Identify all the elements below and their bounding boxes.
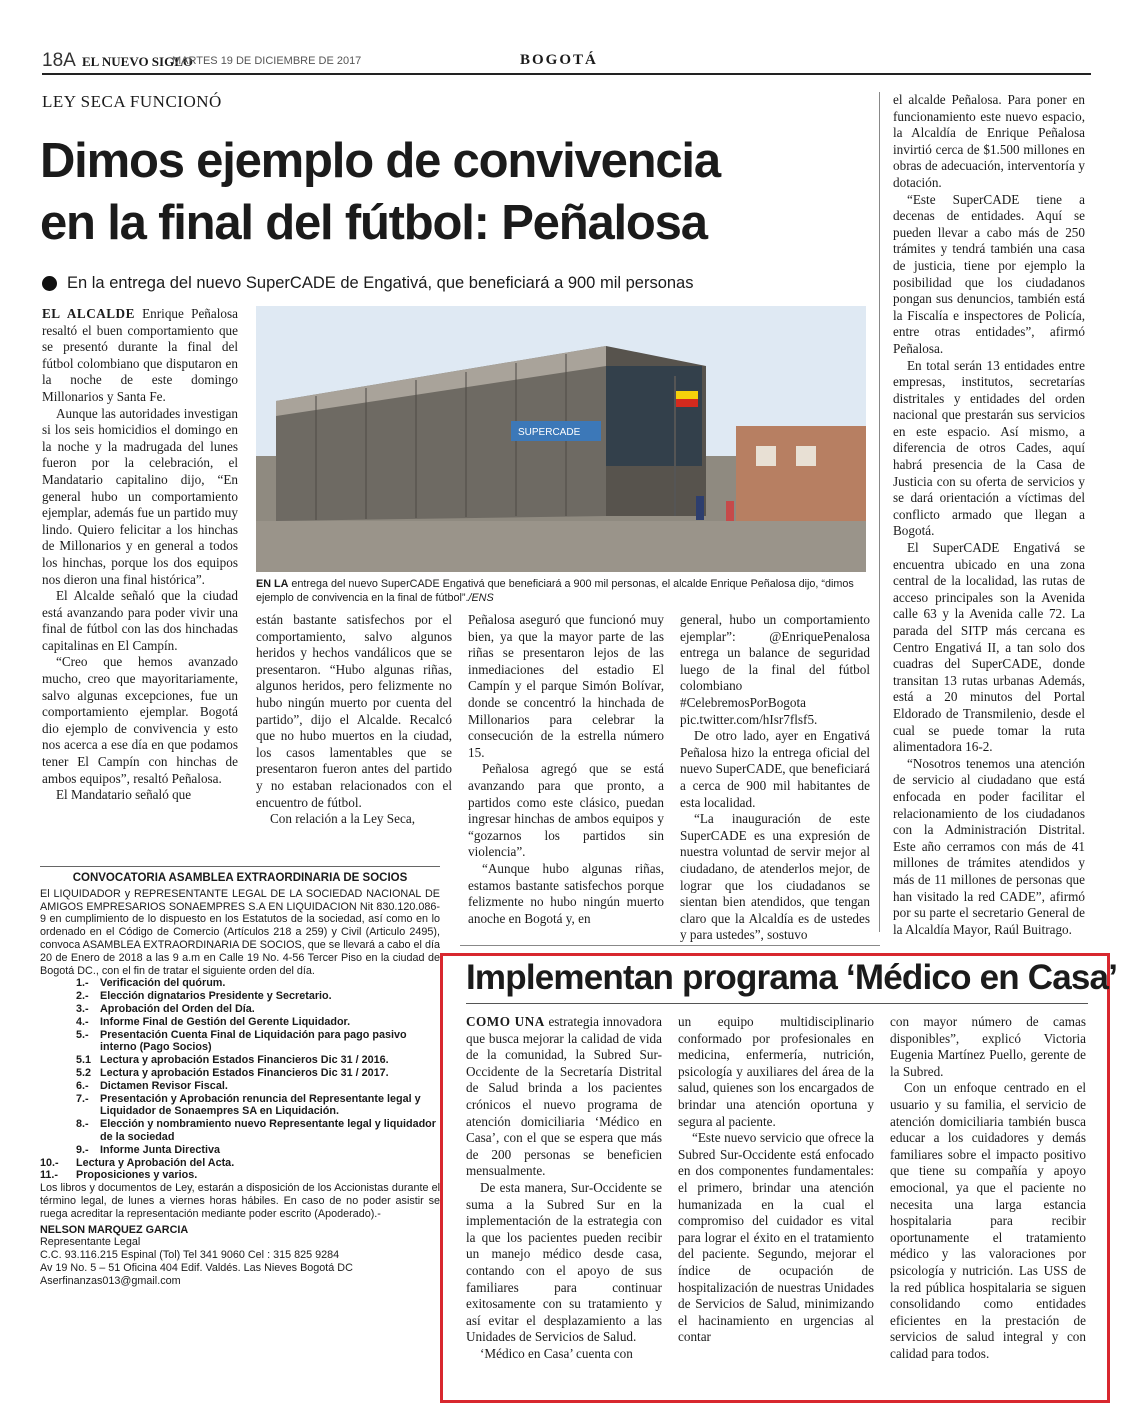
issue-date: MARTES 19 DE DICIEMBRE DE 2017	[172, 55, 362, 67]
building-sign: SUPERCADE	[518, 427, 581, 438]
headline-line-2: en la final del fútbol: Peñalosa	[40, 196, 707, 250]
column-divider	[879, 92, 880, 932]
notice-intro: El LIQUIDADOR y REPRESENTANTE LEGAL DE LA SOCIEDAD NACIONAL DE AMIGOS EMPRESARIOS SONAEMPRES S.A EN LIQUIDACION Nit 830.120.086-9 en cumplimiento de lo dispuesto en los Estatutos de la sociedad, así como en lo ordenado en el Código de Comercio (Artículos 218 a 259) y Civil (Articulo 2495), convoca ASAMBLEA EXTRAORDINARIA DE SOCIOS, que se llevará a cabo el día 20 de Enero de 2018 a las 9 a.m en Calle 19 No. 4-56 Tercer Piso en la ciudad de Bogotá DC., con el fin de tratar el siguiente orden del día.	[40, 887, 440, 977]
paragraph: Aunque las autoridades investigan si los seis homicidios el domingo en la noche y la madrugada del lunes fueron por la celebración, el Mandatario capitalino dijo, “En general hubo un comportamiento ejemplar, además fue un partido muy lindo. Quiero felicitar a los hinchas de Millonarios y en general a todos los hinchas, porque los dos equipos nos dieron una final histórica”.	[42, 405, 238, 587]
paragraph: EL ALCALDE Enrique Peñalosa resaltó el buen comportamiento que se presentó durante la final del fútbol colombiano que disputaron en la noche de este domingo Millonarios y Santa Fe.	[42, 306, 238, 404]
agenda-item-number: 3.-	[76, 1002, 89, 1015]
agenda-item	[40, 1067, 440, 1080]
paragraph: “Este SuperCADE tiene a decenas de entidades. Aquí se pueden llevar a cabo más de 250 trámites y tendrá también una casa de justicia, tiene por ejemplo la posibilidad que los ciudadanos pongan sus denuncios, también está la Fiscalía e inspectores de Policía, entre otras entidades”, afirmó Peñalosa.	[893, 191, 1085, 356]
agenda-item	[40, 977, 440, 990]
agenda-item-number: 5.2	[76, 1066, 92, 1079]
article-subhead	[42, 274, 693, 293]
supercade-photo	[256, 306, 866, 572]
paragraph: Con relación a la Ley Seca,	[270, 811, 415, 827]
main-article-column-2	[256, 612, 452, 828]
main-article-column-4	[680, 612, 870, 944]
paragraph: “Creo que hemos avanzado mucho, creo que mayoritariamente, salvo algunas excepciones, fue un comportamiento ejemplar. Bogotá dio ejemplo de convivencia y esto nos acerca a ese día en que podamos tener El Campín con hinchas de ambos equipos”, resaltó Peñalosa.	[42, 654, 238, 786]
headline-line-1: Dimos ejemplo de convivencia	[40, 134, 720, 188]
article-kicker: LEY SECA FUNCIONÓ	[42, 92, 222, 111]
agenda-item	[40, 990, 440, 1003]
agenda-item	[40, 1157, 440, 1170]
agenda-item-text: Lectura y aprobación Estados Financieros Dic 31 / 2016.	[100, 1054, 389, 1067]
paragraph: COMO UNA estrategia innovadora que busca mejorar la calidad de vida de la comunidad, la Subred Sur-Occidente de la Secretaría Distrital de Salud brinda a los pacientes crónicos el nuevo programa de atención domiciliaria ‘Médico en Casa’, con el que se espera que más de 200 personas se beneficien mensualmente.	[466, 1014, 662, 1179]
second-article-column-2	[678, 1014, 874, 1346]
paragraph: general, hubo un comportamiento ejemplar”: @EnriquePenalosa entrega un balance de seguridad luego de la final del fútbol colombiano #CelebremosPorBogota pic.twitter.com/hIsr7flsf5.	[680, 612, 870, 727]
section-divider	[460, 945, 880, 946]
agenda-item-text: Proposiciones y varios.	[76, 1169, 198, 1182]
agenda-item	[40, 1029, 440, 1055]
notice-signer: NELSON MARQUEZ GARCIA	[40, 1223, 189, 1236]
agenda-item-text: Presentación y Aprobación renuncia del Representante legal y Liquidador de Sonaempres SA en Liquidación.	[100, 1092, 421, 1118]
notice-role: Representante Legal	[40, 1236, 141, 1249]
agenda-item-number: 8.-	[76, 1118, 89, 1131]
agenda-item-text: Informe Junta Directiva	[100, 1143, 220, 1156]
paragraph: El Mandatario señaló que	[56, 787, 192, 803]
paragraph: con mayor número de camas disponibles”, explicó Victoria Eugenia Martínez Puello, gerente de la Subred.	[890, 1014, 1086, 1079]
agenda-item-text: Informe Final de Gestión del Gerente Liquidador.	[100, 1015, 351, 1028]
caption-lead: EN LA	[256, 578, 289, 590]
agenda-item	[40, 1054, 440, 1067]
paragraph: “Aunque hubo algunas riñas, estamos bastante satisfechos porque felizmente no hubo ningún muerto anoche en Bogotá y, en	[468, 860, 664, 926]
notice-contact-1: C.C. 93.116.215 Espinal (Tol) Tel 341 9060 Cel : 315 825 9284	[40, 1249, 340, 1262]
caption-credit: /ENS	[468, 591, 494, 604]
agenda-item	[40, 1093, 440, 1119]
paragraph: están bastante satisfechos por el comportamiento, salvo algunos heridos y hechos vandálicos que se presentaron. “Hubo algunas riñas, algunos heridos, pero felizmente no hubo ningún muerto por cuenta del partido”, dijo el Alcalde. Recalcó que no hubo muertos en la ciudad, los casos lamentables que se presentaron fueron antes del partido y no estaban relacionados con el encuentro de fútbol.	[256, 612, 452, 810]
lead-in: EL ALCALDE	[42, 306, 135, 321]
second-article-headline: Implementan programa ‘Médico en Casa’	[466, 958, 1118, 997]
paragraph: “La inauguración de este SuperCADE es una expresión de nuestra voluntad de servir mejor al ciudadano, de atenderlos mejor, de lograr que los ciudadanos se sientan bien atendidos, que tengan claro que la Alcaldía es de ustedes y para ustedes”, sostuvo	[680, 811, 870, 943]
paragraph: “Nosotros tenemos una atención de servicio al ciudadano que está enfocada en poder facilitar el relacionamiento de los ciudadanos con la Administración Distrital. Este año cerramos con más de 41 millones de trámites atendidos y más de 11 millones de personas que han visitado la red CADE”, afirmó por su parte el secretario General de la Alcaldía Mayor, Raúl Buitrago.	[893, 755, 1085, 937]
agenda-item	[40, 1016, 440, 1029]
paragraph: De otro lado, ayer en Engativá Peñalosa hizo la entrega oficial del nuevo SuperCADE, que beneficiará a cerca de 900 mil habitantes de esta localidad.	[680, 728, 870, 810]
paragraph: De esta manera, Sur-Occidente se suma a la Subred Sur en la implementación de la estrategia con la que los pacientes pueden recibir un manejo médico desde casa, contando con el apoyo de sus familiares para continuar exitosamente con su tratamiento y así evitar el desplazamiento a las Unidades de Servicios de Salud.	[466, 1179, 662, 1345]
agenda-item-text: Elección y nombramiento nuevo Representante legal y liquidador de la sociedad	[100, 1118, 436, 1143]
agenda-item-number: 6.-	[76, 1079, 89, 1092]
page-number: 18A	[42, 50, 76, 71]
paragraph: Peñalosa agregó que se está avanzando para que pronto, a partidos como este clásico, puedan ingresar hinchas de ambos equipos y “gozarnos los partidos sin violencia”.	[468, 761, 664, 860]
agenda-item-text: Elección dignatarios Presidente y Secretario.	[100, 990, 332, 1003]
paragraph: “Este nuevo servicio que ofrece la Subred Sur-Occidente está enfocado en dos componentes fundamentales: el primero, brindar una atención humanizada en la cual el compromiso del cuidador es vital para lograr el éxito en el tratamiento del paciente. Segundo, mejorar el índice de ocupación de hospitalización de nuestras Unidades de Servicios de Salud, minimizando el hacinamiento en urgencias al contar	[678, 1130, 874, 1345]
agenda-item	[40, 1080, 440, 1093]
agenda-item-number: 9.-	[76, 1143, 89, 1156]
header-divider	[42, 73, 1091, 75]
paragraph: ‘Médico en Casa’ cuenta con	[480, 1345, 633, 1361]
paragraph: un equipo multidisciplinario conformado por profesionales en medicina, enfermería, nutrición, psicología y auxiliares del área de la salud, quienes son los encargados de brindar una atención oportuna y segura al paciente.	[678, 1014, 874, 1129]
second-article-column-1	[466, 1014, 662, 1362]
caption-text: entrega del nuevo SuperCADE Engativá que beneficiará a 900 mil personas, el alcalde Enrique Peñalosa dijo, “dimos ejemplo de convivencia en la final de fútbol”.	[256, 578, 854, 604]
building-illustration	[256, 306, 866, 572]
lead-in: COMO UNA	[466, 1014, 545, 1029]
assembly-notice	[40, 866, 440, 1288]
agenda-item	[40, 1144, 440, 1157]
agenda-item	[40, 1003, 440, 1016]
main-article-column-1	[42, 306, 238, 804]
agenda-item-number: 5.-	[76, 1028, 89, 1041]
notice-agenda	[40, 977, 440, 1182]
second-article-divider	[466, 1003, 1088, 1004]
agenda-item-text: Lectura y aprobación Estados Financieros Dic 31 / 2017.	[100, 1066, 389, 1079]
article-headline	[40, 130, 870, 254]
agenda-item-number: 1.-	[76, 977, 89, 990]
agenda-item-number: 10.-	[40, 1156, 59, 1169]
paragraph: el alcalde Peñalosa. Para poner en funcionamiento este nuevo espacio, la Alcaldía de Enrique Peñalosa invirtió cerca de $1.500 millones en obras de adecuación, interventoría y dotación.	[893, 92, 1085, 190]
agenda-item-text: Dictamen Revisor Fiscal.	[100, 1079, 228, 1092]
bullet-icon	[42, 276, 57, 291]
agenda-item-text: Aprobación del Orden del Día.	[100, 1002, 255, 1015]
photo-caption	[256, 578, 868, 605]
main-article-column-3	[468, 612, 664, 927]
section-name: BOGOTÁ	[520, 52, 598, 68]
agenda-item-number: 5.1	[76, 1054, 92, 1067]
agenda-item-number: 2.-	[76, 990, 89, 1003]
agenda-item-text: Lectura y Aprobación del Acta.	[76, 1156, 235, 1169]
second-article-column-3	[890, 1014, 1086, 1362]
paragraph: Con un enfoque centrado en el usuario y su familia, el servicio de atención domiciliaria también busca educar a los cuidadores y demás familiares sobre el impacto positivo que tiene su compañía y apoyo emocional, ya que el paciente no necesita una larga estancia hospitalaria para recibir oportunamente el tratamiento médico y las valoraciones por psicología y nutrición. Las USS de la red pública hospitalaria se siguen consolidando como entidades eficientes en la prestación de servicios de salud integral y con calidad para todos.	[890, 1080, 1086, 1361]
main-article-column-5	[893, 92, 1085, 938]
notice-closing: Los libros y documentos de Ley, estarán a disposición de los Accionistas durante el término legal, de lunes a viernes horas hábiles. En caso de no poder asistir se ruega acreditar la representación mediante poder escrito (Apoderado).-	[40, 1182, 440, 1220]
agenda-item	[40, 1169, 440, 1182]
notice-email: Aserfinanzas013@gmail.com	[40, 1274, 181, 1287]
paragraph: El SuperCADE Engativá se encuentra ubicado en una zona central de la localidad, las rutas de acceso principales son la Avenida calle 63 y la Avenida calle 72. La parada del SITP más cercana es Centro Engativá II, a tan solo dos cuadras del SuperCADE, donde transitan 13 rutas urbanas Además, está a 20 minutos del Portal Eldorado de Transmilenio, desde el cual se puede tomar la ruta alimentadora 16-2.	[893, 540, 1085, 755]
agenda-item-text: Presentación Cuenta Final de Liquidación para pago pasivo interno (Pago Socios)	[100, 1028, 407, 1054]
agenda-item-number: 4.-	[76, 1015, 89, 1028]
paragraph: El Alcalde señaló que la ciudad está avanzando para poder vivir una final de fútbol con las dos hinchadas capitalinas en El Campín.	[42, 588, 238, 653]
agenda-item	[40, 1118, 440, 1144]
newspaper-name: EL NUEVO SIGLO	[82, 54, 193, 69]
notice-contact-2: Av 19 No. 5 – 51 Oficina 404 Edif. Valdés. Las Nieves Bogotá DC	[40, 1261, 353, 1274]
agenda-item-text: Verificación del quórum.	[100, 977, 226, 990]
paragraph: Peñalosa aseguró que funcionó muy bien, ya que la mayor parte de las riñas se presentaron lejos de las inmediaciones del estadio El Campín y el parque Simón Bolívar, donde se concentró la hinchada de Millonarios para celebrar la consecución de la estrella número 15.	[468, 612, 664, 760]
subhead-text: En la entrega del nuevo SuperCADE de Engativá, que beneficiará a 900 mil personas	[67, 274, 694, 292]
paragraph: En total serán 13 entidades entre empresas, institutos, secretarías distritales y entidades del orden nacional que prestarán sus servicios en este espacio. Así mismo, a diferencia de otros Cades, aquí habrá presencia de la Casa de Justicia con su oferta de servicios y se dará orientación a víctimas del conflicto armado que llegan a Bogotá.	[893, 357, 1085, 539]
agenda-item-number: 11.-	[40, 1169, 59, 1182]
agenda-item-number: 7.-	[76, 1092, 89, 1105]
notice-title: CONVOCATORIA ASAMBLEA EXTRAORDINARIA DE SOCIOS	[72, 872, 408, 884]
